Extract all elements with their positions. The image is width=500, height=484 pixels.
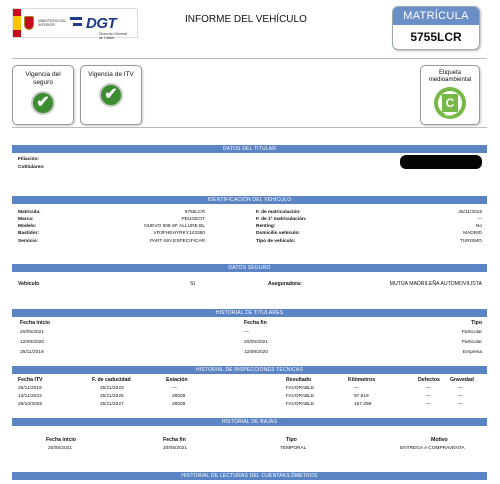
table-row-cell: 25/11/2025 [100, 394, 124, 399]
owners-col-start: Fecha inicio [20, 320, 50, 326]
filiacion-label: Filiación: [18, 157, 40, 162]
owners-col-type: Tipo [471, 320, 482, 326]
status-badges [12, 58, 487, 128]
table-row-cell: Particular [461, 330, 482, 335]
section-owners-history-header: HISTORIAL DE TITULARES [12, 309, 487, 317]
vehicle-model-value: NUEVO 508 SF ALLURE BL [144, 224, 205, 229]
vehicle-service-value: PART-SIN ESPECIFICAR [150, 239, 205, 244]
registration-date-value: 25/11/2019 [458, 210, 482, 215]
renting-value: No [475, 224, 482, 229]
bajas-col-end: Fecha fin [163, 437, 186, 443]
vehicle-field-label: F. de 1ª matriculación: [256, 217, 307, 222]
page-title: INFORME DEL VEHÍCULO [185, 14, 307, 25]
insurance-validity-badge [12, 65, 74, 125]
table-row-cell: 25/11/2019 [18, 386, 42, 391]
vehicle-type-value: TURISMO [459, 239, 482, 244]
insurance-vehicle-value: Sí [190, 281, 195, 287]
table-row-cell: 97.619 [354, 394, 369, 399]
first-registration-value: — [477, 217, 482, 222]
section-titular-header: DATOS DEL TITULAR [12, 145, 487, 153]
table-row-cell: 20/05/2021 [48, 446, 73, 451]
section-itv-history-header: HISTORIAL DE INSPECCIONES TÉCNICAS [12, 366, 487, 374]
table-row-cell: Empresa [462, 350, 482, 355]
bajas-col-type: Tipo [286, 437, 297, 443]
redacted-owner-name [400, 155, 482, 169]
itv-validity-badge [80, 65, 142, 125]
table-row-cell: FAVORABLE [286, 394, 315, 399]
eco-letter: C [442, 94, 458, 112]
vehicle-make-value: PEUGEOT [181, 217, 205, 222]
itv-col-defects: Defectos [418, 377, 440, 383]
insurer-value: MUTUA MADRILEÑA AUTOMOVILISTA [389, 281, 482, 287]
environmental-label-title: Etiqueta medioambiental [428, 70, 472, 83]
plate-number: 5755LCR [410, 30, 462, 44]
vehicle-field-label: Matrícula: [18, 210, 41, 215]
table-row-cell: 12/08/2020 [20, 340, 45, 345]
itv-col-date: Fecha ITV [18, 377, 43, 383]
vehicle-field-label: Modelo: [18, 224, 37, 229]
check-icon: ✔ [99, 83, 123, 107]
vehicle-field-label: Bastidor: [18, 231, 40, 236]
cotitulares-label: Cotitulares: [18, 165, 45, 170]
dgt-stripes-icon [70, 15, 84, 31]
table-row-cell: — [458, 386, 463, 391]
vehicle-field-label: Tipo de vehículo: [256, 239, 296, 244]
dgt-subtitle: Dirección General de Tráfico [99, 32, 128, 40]
ministry-name: MINISTERIO DEL INTERIOR [38, 19, 67, 27]
vehicle-address-value: MADRID [463, 231, 482, 236]
vehicle-field-label: F. de matriculación: [256, 210, 301, 215]
table-row-cell: — [458, 402, 463, 407]
table-row-cell: — [426, 394, 431, 399]
itv-col-km: Kilómetros [348, 377, 376, 383]
itv-col-expiry: F. de caducidad [92, 377, 131, 383]
eco-c-label-icon [434, 87, 466, 119]
table-row-cell: — [426, 402, 431, 407]
insurance-vehicle-label: Vehículo [18, 281, 40, 287]
itv-col-result: Resultado [286, 377, 312, 383]
spain-flag-icon [13, 9, 21, 37]
table-row-cell: 20/05/2021 [163, 446, 188, 451]
report-header [0, 0, 500, 55]
table-row-cell: TEMPORAL [280, 446, 307, 451]
table-row-cell: 28008 [172, 394, 186, 399]
table-row-cell: 25/11/2023 [100, 386, 124, 391]
vehicle-field-label: Servicio: [18, 239, 39, 244]
table-row-cell: 28/10/2025 [18, 402, 43, 407]
plate-label: MATRÍCULA [393, 7, 479, 25]
table-row-cell: — [458, 394, 463, 399]
section-odometer-history-header: HISTORIAL DE LECTURAS DEL CUENTAKILÓMETROS [12, 472, 487, 480]
section-vehicle-header: IDENTIFICACIÓN DEL VEHÍCULO [12, 196, 487, 204]
itv-validity-label: Vigencia de ITV [88, 71, 134, 78]
section-insurance-header: DATOS SEGURO [12, 264, 487, 272]
bajas-col-reason: Motivo [431, 437, 448, 443]
vehicle-field-label: Marca: [18, 217, 34, 222]
itv-col-severity: Gravedad [450, 377, 474, 383]
table-row-cell: 20/05/2021 [244, 340, 269, 345]
table-row-cell: 13/11/2023 [18, 394, 42, 399]
table-row-cell: — [172, 386, 177, 391]
table-row-cell: 28008 [172, 402, 186, 407]
check-icon: ✔ [31, 91, 55, 115]
table-row-cell: 25/11/2027 [100, 402, 124, 407]
table-row-cell: — [244, 330, 249, 335]
table-row-cell: FAVORABLE [286, 386, 315, 391]
bajas-col-start: Fecha inicio [46, 437, 76, 443]
ministry-dgt-logo [12, 8, 138, 38]
itv-col-station: Estación [166, 377, 188, 383]
table-row-cell: 157.288 [354, 402, 372, 407]
environmental-label-badge [420, 65, 480, 125]
table-row-cell: — [354, 386, 359, 391]
coat-of-arms-icon [24, 16, 34, 30]
vehicle-vin-value: VR3FHEHYRKY143350 [153, 231, 205, 236]
table-row-cell: ENTREGA A COMPRAVENTA [400, 446, 465, 451]
vehicle-plate-value: 5755LCR [184, 210, 205, 215]
plate-card [392, 6, 480, 50]
table-row-cell: 20/05/2021 [20, 330, 45, 335]
dgt-brand: DGT [86, 14, 117, 32]
eco-dgt-mark: DGT [445, 112, 454, 117]
insurer-label: Aseguradora: [268, 281, 302, 287]
section-deregistration-header: HISTORIAL DE BAJAS [12, 418, 487, 426]
table-row-cell: FAVORABLE [286, 402, 315, 407]
table-row-cell: 25/11/2019 [20, 350, 44, 355]
table-row-cell: 12/08/2020 [244, 350, 269, 355]
vehicle-field-label: Renting: [256, 224, 276, 229]
table-row-cell: — [426, 386, 431, 391]
owners-col-end: Fecha fin [244, 320, 267, 326]
table-row-cell: Particular [461, 340, 482, 345]
insurance-validity-label: Vigencia del seguro [25, 71, 61, 86]
vehicle-field-label: Domicilio vehículo: [256, 231, 300, 236]
